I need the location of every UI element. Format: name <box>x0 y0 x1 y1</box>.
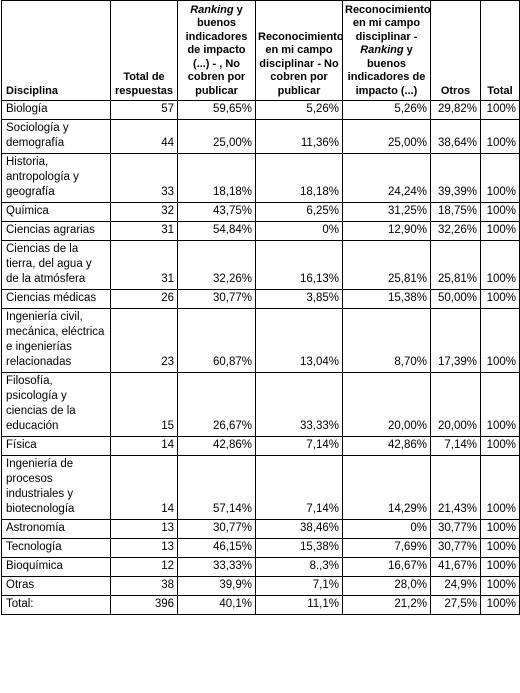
cell-total: 100% <box>481 577 520 596</box>
cell-total: 100% <box>481 558 520 577</box>
cell-otros: 21,43% <box>431 456 481 520</box>
table-row <box>2 558 520 577</box>
cell-respuestas: 14 <box>111 437 178 456</box>
cell-reconocimiento-ranking: 42,86% <box>343 437 431 456</box>
header-row <box>2 1 520 101</box>
cell-disciplina: Biología <box>2 101 111 120</box>
cell-otros: 30,77% <box>431 539 481 558</box>
cell-disciplina: Ciencias agrarias <box>2 222 111 241</box>
cell-disciplina: Ingeniería de procesos industriales y biotecnología <box>2 456 111 520</box>
cell-reconocimiento-ranking: 7,69% <box>343 539 431 558</box>
cell-reconocimiento-ranking: 21,2% <box>343 596 431 615</box>
cell-respuestas: 14 <box>111 456 178 520</box>
cell-reconocimiento-no-cobren: 0% <box>256 222 343 241</box>
cell-disciplina: Física <box>2 437 111 456</box>
disciplines-table <box>1 0 520 615</box>
cell-disciplina: Ciencias de la tierra, del agua y de la atmósfera <box>2 241 111 290</box>
cell-reconocimiento-no-cobren: 7,14% <box>256 456 343 520</box>
header-reconocimiento-no-cobren: Reconocimiento en mi campo disciplinar - No cobren por publicar <box>256 1 343 101</box>
cell-respuestas: 32 <box>111 203 178 222</box>
cell-otros: 50,00% <box>431 290 481 309</box>
cell-disciplina: Ingeniería civil, mecánica, eléctrica e ingenierías relacionadas <box>2 309 111 373</box>
cell-respuestas: 33 <box>111 154 178 203</box>
cell-ranking-no-cobren: 57,14% <box>178 456 256 520</box>
cell-respuestas: 23 <box>111 309 178 373</box>
cell-ranking-no-cobren: 59,65% <box>178 101 256 120</box>
cell-respuestas: 31 <box>111 222 178 241</box>
table-row <box>2 596 520 615</box>
cell-total: 100% <box>481 101 520 120</box>
cell-ranking-no-cobren: 39,9% <box>178 577 256 596</box>
table-row <box>2 290 520 309</box>
cell-disciplina: Química <box>2 203 111 222</box>
table-row <box>2 309 520 373</box>
cell-disciplina: Tecnología <box>2 539 111 558</box>
table-row <box>2 520 520 539</box>
cell-reconocimiento-ranking: 16,67% <box>343 558 431 577</box>
cell-reconocimiento-ranking: 20,00% <box>343 373 431 437</box>
cell-total: 100% <box>481 309 520 373</box>
table-row <box>2 241 520 290</box>
cell-respuestas: 26 <box>111 290 178 309</box>
cell-total: 100% <box>481 539 520 558</box>
table-row <box>2 373 520 437</box>
cell-total: 100% <box>481 373 520 437</box>
cell-otros: 30,77% <box>431 520 481 539</box>
cell-respuestas: 396 <box>111 596 178 615</box>
header-total: Total <box>481 1 520 101</box>
cell-otros: 29,82% <box>431 101 481 120</box>
cell-total: 100% <box>481 596 520 615</box>
cell-reconocimiento-no-cobren: 13,04% <box>256 309 343 373</box>
cell-otros: 17,39% <box>431 309 481 373</box>
cell-total: 100% <box>481 290 520 309</box>
cell-otros: 41,67% <box>431 558 481 577</box>
cell-respuestas: 44 <box>111 120 178 154</box>
cell-reconocimiento-ranking: 31,25% <box>343 203 431 222</box>
cell-reconocimiento-no-cobren: 11,1% <box>256 596 343 615</box>
cell-disciplina: Astronomía <box>2 520 111 539</box>
table-row <box>2 539 520 558</box>
cell-ranking-no-cobren: 43,75% <box>178 203 256 222</box>
cell-otros: 38,64% <box>431 120 481 154</box>
cell-respuestas: 57 <box>111 101 178 120</box>
cell-otros: 24,9% <box>431 577 481 596</box>
table-row <box>2 456 520 520</box>
cell-disciplina: Historia, antropología y geografía <box>2 154 111 203</box>
cell-reconocimiento-ranking: 5,26% <box>343 101 431 120</box>
cell-reconocimiento-no-cobren: 11,36% <box>256 120 343 154</box>
cell-total: 100% <box>481 222 520 241</box>
cell-reconocimiento-ranking: 24,24% <box>343 154 431 203</box>
cell-reconocimiento-no-cobren: 15,38% <box>256 539 343 558</box>
cell-respuestas: 38 <box>111 577 178 596</box>
header-disciplina: Disciplina <box>2 1 111 101</box>
cell-ranking-no-cobren: 40,1% <box>178 596 256 615</box>
cell-ranking-no-cobren: 25,00% <box>178 120 256 154</box>
cell-total: 100% <box>481 203 520 222</box>
cell-ranking-no-cobren: 42,86% <box>178 437 256 456</box>
cell-reconocimiento-no-cobren: 7,14% <box>256 437 343 456</box>
cell-reconocimiento-ranking: 25,81% <box>343 241 431 290</box>
table-row <box>2 437 520 456</box>
header-ranking-no-cobren <box>178 1 256 101</box>
cell-total: 100% <box>481 120 520 154</box>
table-row <box>2 577 520 596</box>
cell-ranking-no-cobren: 30,77% <box>178 290 256 309</box>
cell-total: 100% <box>481 437 520 456</box>
cell-ranking-no-cobren: 33,33% <box>178 558 256 577</box>
cell-ranking-no-cobren: 26,67% <box>178 373 256 437</box>
cell-disciplina: Otras <box>2 577 111 596</box>
cell-reconocimiento-ranking: 8,70% <box>343 309 431 373</box>
cell-otros: 20,00% <box>431 373 481 437</box>
cell-reconocimiento-no-cobren: 33,33% <box>256 373 343 437</box>
table-row <box>2 203 520 222</box>
cell-reconocimiento-no-cobren: 8.,3% <box>256 558 343 577</box>
table-row <box>2 101 520 120</box>
cell-respuestas: 15 <box>111 373 178 437</box>
cell-ranking-no-cobren: 18,18% <box>178 154 256 203</box>
cell-total: 100% <box>481 456 520 520</box>
cell-reconocimiento-no-cobren: 6,25% <box>256 203 343 222</box>
cell-reconocimiento-no-cobren: 16,13% <box>256 241 343 290</box>
table-body <box>2 101 520 615</box>
cell-otros: 39,39% <box>431 154 481 203</box>
cell-reconocimiento-no-cobren: 38,46% <box>256 520 343 539</box>
cell-ranking-no-cobren: 46,15% <box>178 539 256 558</box>
cell-reconocimiento-ranking: 15,38% <box>343 290 431 309</box>
table-row <box>2 120 520 154</box>
cell-respuestas: 13 <box>111 539 178 558</box>
cell-otros: 27,5% <box>431 596 481 615</box>
cell-reconocimiento-no-cobren: 3,85% <box>256 290 343 309</box>
cell-reconocimiento-no-cobren: 18,18% <box>256 154 343 203</box>
cell-reconocimiento-no-cobren: 5,26% <box>256 101 343 120</box>
cell-reconocimiento-ranking: 14,29% <box>343 456 431 520</box>
header-ranking-em: Ranking <box>190 3 234 16</box>
header-rec-em: Ranking <box>360 44 404 56</box>
table-row <box>2 222 520 241</box>
cell-ranking-no-cobren: 54,84% <box>178 222 256 241</box>
cell-ranking-no-cobren: 60,87% <box>178 309 256 373</box>
cell-reconocimiento-no-cobren: 7,1% <box>256 577 343 596</box>
cell-disciplina: Ciencias médicas <box>2 290 111 309</box>
cell-respuestas: 12 <box>111 558 178 577</box>
cell-disciplina: Total: <box>2 596 111 615</box>
cell-otros: 25,81% <box>431 241 481 290</box>
cell-reconocimiento-ranking: 28,0% <box>343 577 431 596</box>
table-row <box>2 154 520 203</box>
header-rec-pre: Reconocimiento en mi campo disciplinar - <box>345 3 431 43</box>
cell-total: 100% <box>481 520 520 539</box>
cell-reconocimiento-ranking: 0% <box>343 520 431 539</box>
cell-total: 100% <box>481 154 520 203</box>
header-ranking-rest: y buenos indicadores de impacto (...) - , No cobren por publicar <box>185 3 248 97</box>
cell-otros: 7,14% <box>431 437 481 456</box>
header-rec-post: y buenos indicadores de impacto (...) <box>347 44 426 97</box>
cell-respuestas: 13 <box>111 520 178 539</box>
cell-respuestas: 31 <box>111 241 178 290</box>
header-total-respuestas: Total de respuestas <box>111 1 178 101</box>
cell-reconocimiento-ranking: 25,00% <box>343 120 431 154</box>
cell-otros: 18,75% <box>431 203 481 222</box>
cell-disciplina: Filosofía, psicología y ciencias de la educación <box>2 373 111 437</box>
cell-ranking-no-cobren: 32,26% <box>178 241 256 290</box>
header-otros: Otros <box>431 1 481 101</box>
cell-total: 100% <box>481 241 520 290</box>
cell-otros: 32,26% <box>431 222 481 241</box>
cell-disciplina: Sociología y demografía <box>2 120 111 154</box>
cell-reconocimiento-ranking: 12,90% <box>343 222 431 241</box>
cell-ranking-no-cobren: 30,77% <box>178 520 256 539</box>
cell-disciplina: Bioquímica <box>2 558 111 577</box>
header-reconocimiento-ranking <box>343 1 431 101</box>
